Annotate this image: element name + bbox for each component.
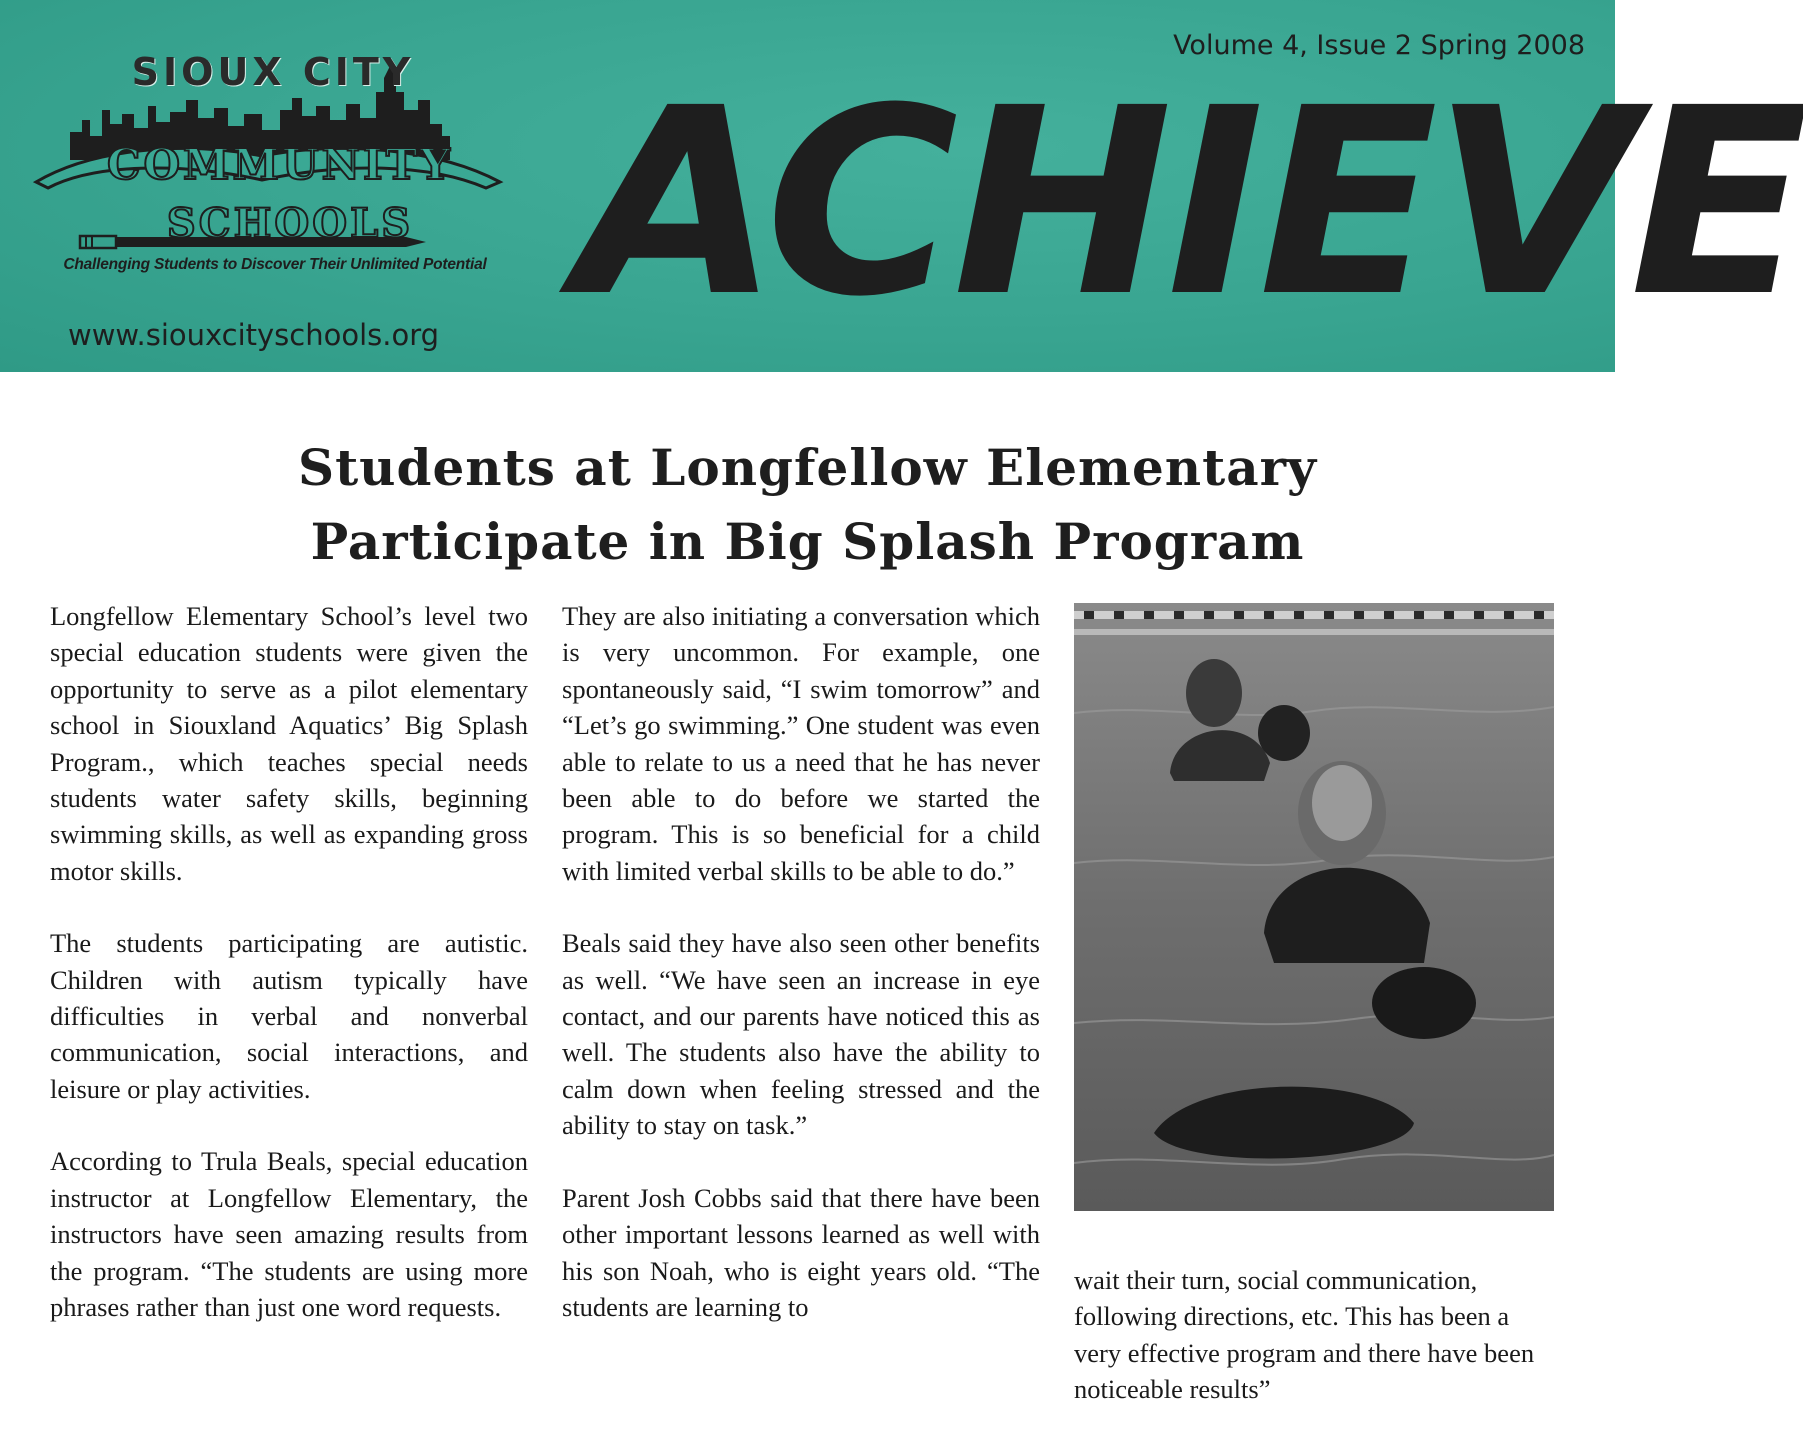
- logo-city-text: SIOUX CITY: [131, 50, 415, 94]
- article-column-3: [1074, 1262, 1554, 1444]
- issue-info: Volume 4, Issue 2 Spring 2008: [1173, 30, 1585, 61]
- logo-schools-text: SCHOOLS: [166, 200, 414, 247]
- paragraph: They are also initiating a conversation which is very uncommon. For example, one spontaneously said, “I swim tomorrow” and “Let’s go swimming.” One student was even able to relate to us a need that he has never been able to do before we started the program. This is so beneficial for a child with limited verbal skills to be able to do.”: [562, 601, 1040, 886]
- paragraph: Beals said they have also seen other benefits as well. “We have seen an increase in eye contact, and our parents have noticed this as well. The students also have the ability to calm down when feeling stressed and the ability to stay on task.”: [562, 928, 1040, 1141]
- masthead: [0, 0, 1803, 372]
- paragraph: wait their turn, social communication, following directions, etc. This has been a very effective program and there have been noticeable results”: [1074, 1265, 1535, 1405]
- headline-line-1: Students at Longfellow Elementary: [297, 438, 1318, 497]
- swimming-pool-photo: [1074, 603, 1554, 1211]
- paragraph: The students participating are autistic. Children with autism typically have difficulties in verbal and nonverbal communication, social interactions, and leisure or play activities.: [50, 928, 528, 1104]
- logo-community-text: COMMUNITY: [107, 140, 453, 189]
- paragraph: Parent Josh Cobbs said that there have been other important lessons learned as well with his son Noah, who is eight years old. “The students are learning to: [562, 1182, 1040, 1322]
- school-district-logo: [30, 40, 515, 290]
- paragraph: According to Trula Beals, special education instructor at Longfellow Elementary, the instructors have seen amazing results from the program. “The students are using more phrases rather than just one word requests.: [50, 1146, 528, 1322]
- headline-line-2: Participate in Big Splash Program: [310, 512, 1305, 571]
- website-url: www.siouxcityschools.org: [68, 318, 440, 352]
- newsletter-title: ACHIEVE: [576, 53, 1803, 353]
- logo-tagline: Challenging Students to Discover Their Unlimited Potential: [63, 256, 487, 273]
- article-column-2: [562, 598, 1040, 1361]
- paragraph: Longfellow Elementary School’s level two special education students were given the opportunity to serve as a pilot elementary school in Siouxland Aquatics’ Big Splash Program., which teaches special needs students water safety skills, beginning swimming skills, as well as expanding gross motor skills.: [50, 601, 528, 886]
- article-column-1: [50, 598, 528, 1361]
